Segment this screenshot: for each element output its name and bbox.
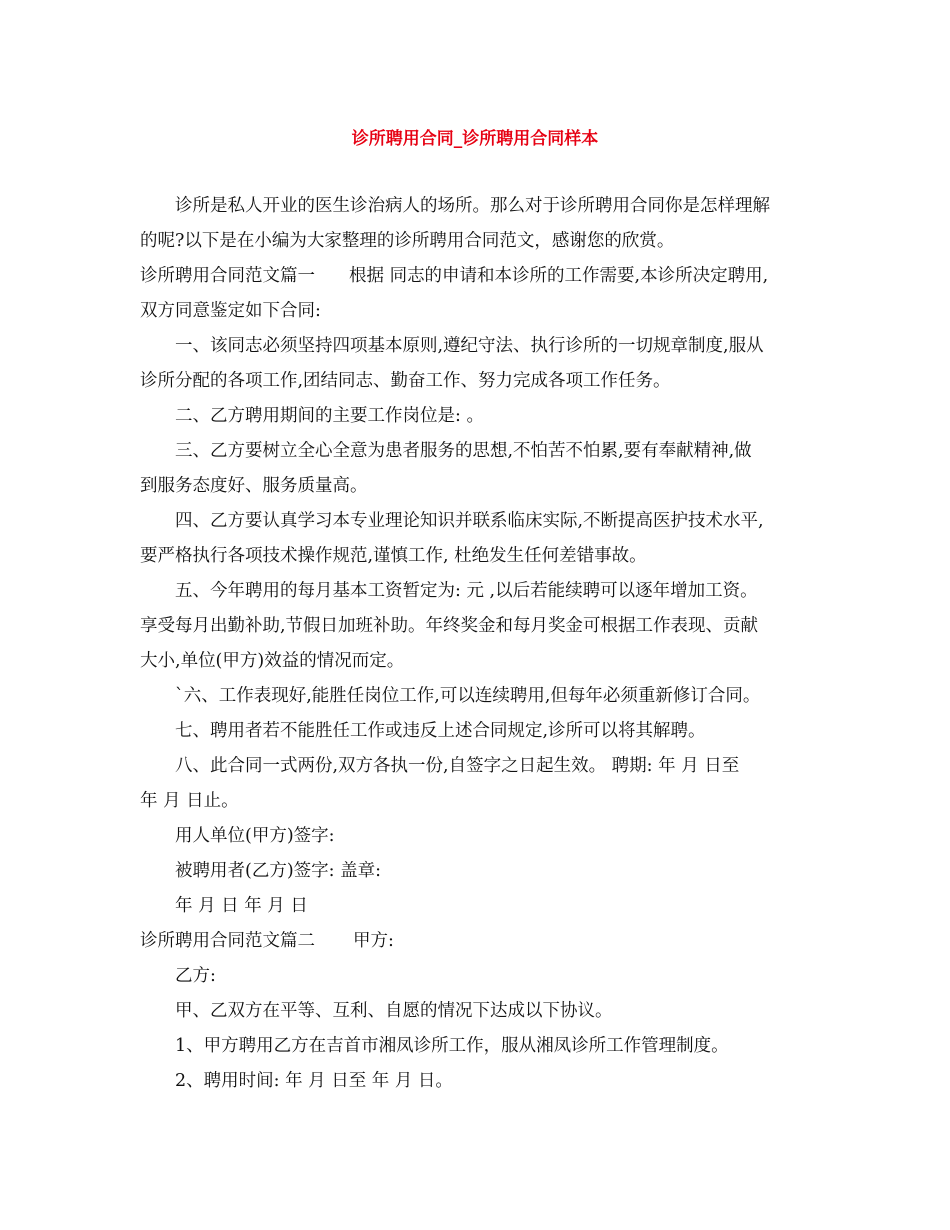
paragraph-line: `六、工作表现好,能胜任岗位工作,可以连续聘用,但每年必须重新修订合同。 (175, 686, 761, 706)
paragraph-line: 诊所分配的各项工作,团结同志、勤奋工作、努力完成各项工作任务。 (140, 371, 671, 391)
paragraph-text: 根据 同志的申请和本诊所的工作需要,本诊所决定聘用, (349, 266, 769, 286)
paragraph-line: 的呢?以下是在小编为大家整理的诊所聘用合同范文，感谢您的欣赏。 (140, 231, 675, 251)
signature-line-employee: 被聘用者(乙方)签字: 盖章: (175, 861, 382, 881)
paragraph-line: 到服务态度好、服务质量高。 (140, 476, 368, 496)
paragraph-line: 四、乙方要认真学习本专业理论知识并联系临床实际,不断提高医护技术水平, (175, 511, 764, 531)
document-title: 诊所聘用合同_诊所聘用合同样本 (351, 129, 599, 149)
party-b-label: 乙方: (175, 966, 216, 986)
paragraph-line: 一、该同志必须坚持四项基本原则,遵纪守法、执行诊所的一切规章制度,服从 (175, 336, 764, 356)
party-a-label: 甲方: (353, 931, 394, 951)
paragraph-line: 八、此合同一式两份,双方各执一份,自签字之日起生效。 聘期: 年 月 日至 (175, 756, 740, 776)
paragraph-line (140, 929, 820, 953)
section-heading: 诊所聘用合同范文篇二 (140, 931, 315, 951)
paragraph-line: 1、甲方聘用乙方在吉首市湘凤诊所工作，服从湘凤诊所工作管理制度。 (175, 1036, 729, 1056)
paragraph-line: 大小,单位(甲方)效益的情况而定。 (140, 651, 405, 671)
paragraph-line: 五、今年聘用的每月基本工资暂定为: 元 ,以后若能续聘可以逐年增加工资。 (175, 581, 758, 601)
paragraph-line: 七、聘用者若不能胜任工作或违反上述合同规定,诊所可以将其解聘。 (175, 721, 706, 741)
paragraph-line: 二、乙方聘用期间的主要工作岗位是: 。 (175, 406, 484, 426)
section-heading: 诊所聘用合同范文篇一 (140, 266, 315, 286)
paragraph-line: 三、乙方要树立全心全意为患者服务的思想,不怕苦不怕累,要有奉献精神,做 (175, 441, 752, 461)
paragraph-line: 双方同意鉴定如下合同: (140, 301, 321, 321)
signature-line-employer: 用人单位(甲方)签字: (175, 826, 335, 846)
paragraph-line: 年 月 日止。 (140, 791, 239, 811)
paragraph-line: 要严格执行各项技术操作规范,谨慎工作, 杜绝发生任何差错事故。 (140, 546, 647, 566)
paragraph-line: 甲、乙双方在平等、互利、自愿的情况下达成以下协议。 (175, 1001, 613, 1021)
paragraph-line: 2、聘用时间: 年 月 日至 年 月 日。 (175, 1071, 453, 1091)
date-line: 年 月 日 年 月 日 (175, 896, 308, 916)
paragraph-line: 享受每月出勤补助,节假日加班补助。年终奖金和每月奖金可根据工作表现、贡献 (140, 616, 759, 636)
paragraph-line: 诊所是私人开业的医生诊治病人的场所。那么对于诊所聘用合同你是怎样理解 (175, 196, 770, 216)
paragraph-line (140, 264, 820, 288)
